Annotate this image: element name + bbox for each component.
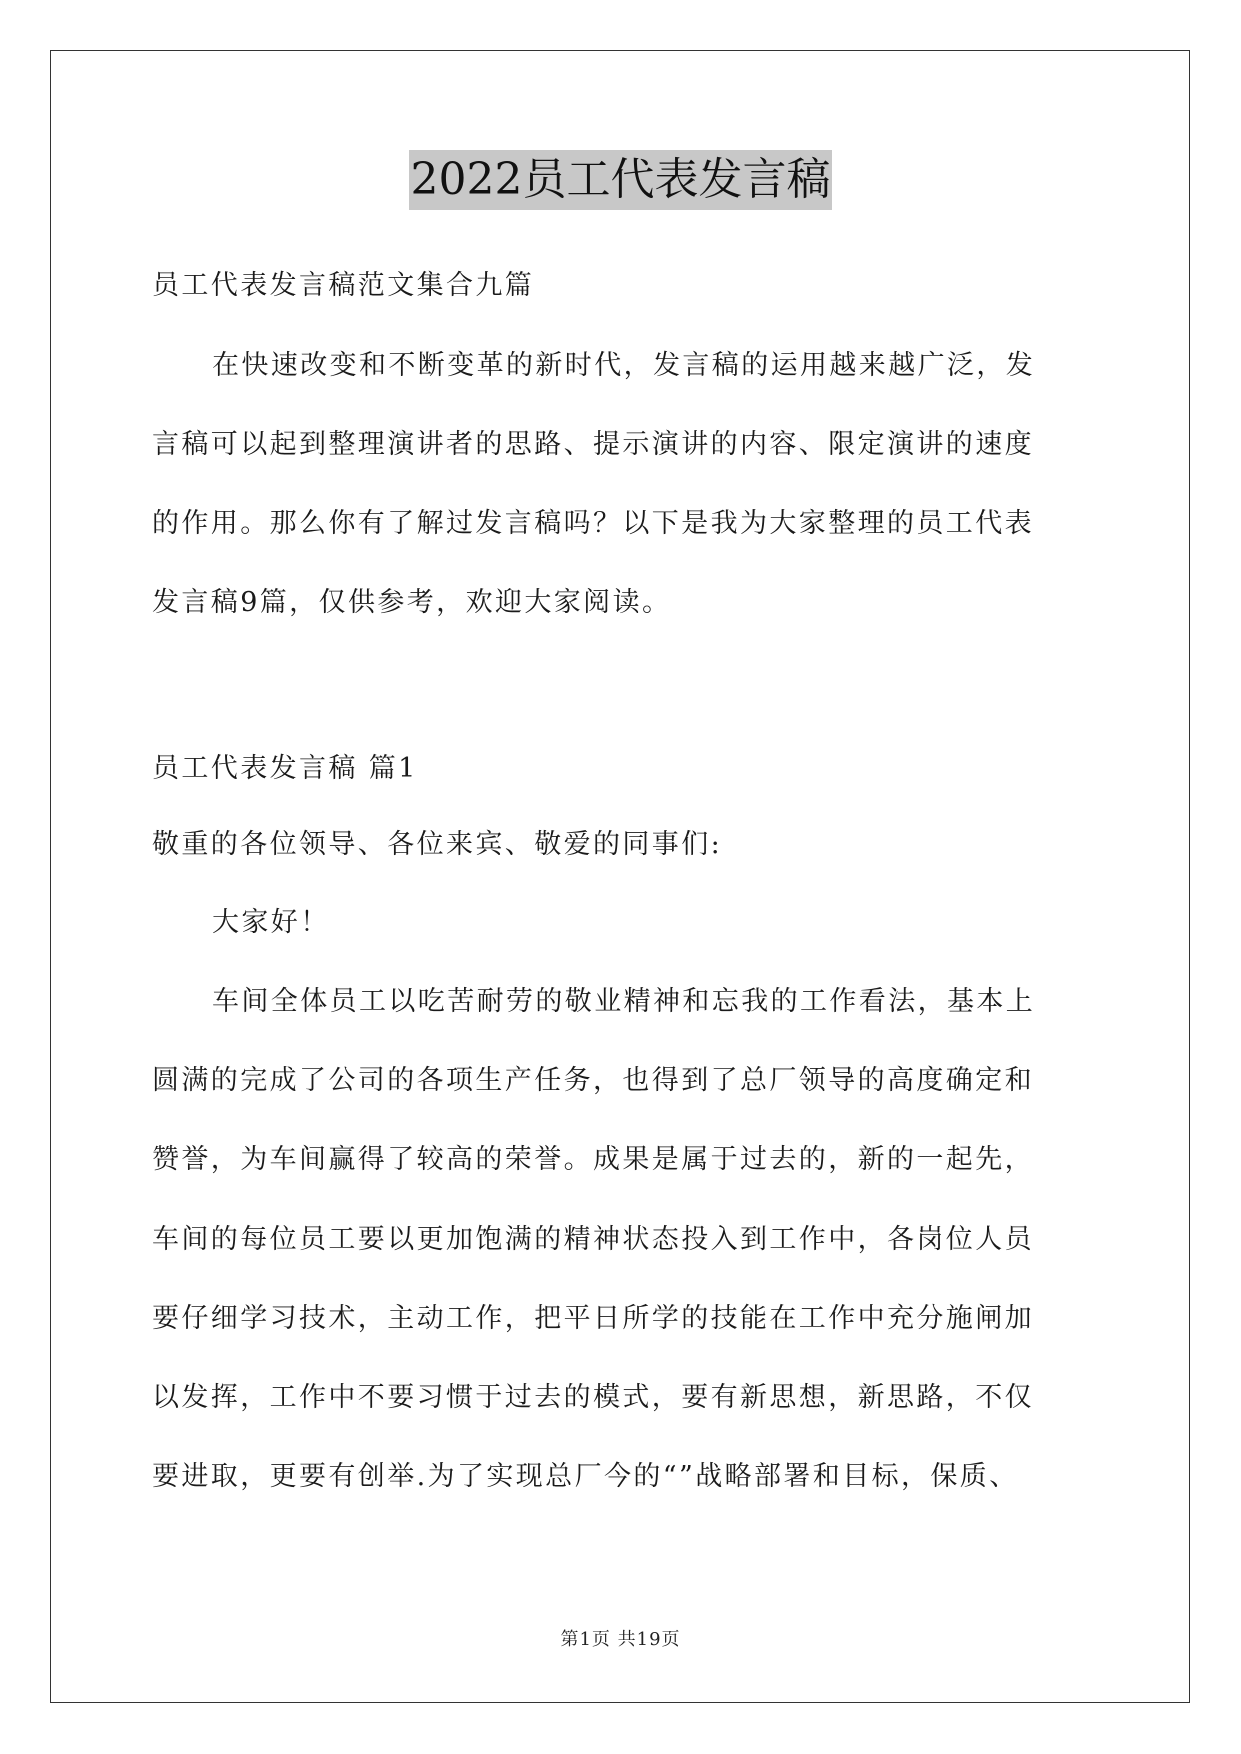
- body-line: 要仔细学习技术，主动工作，把平日所学的技能在工作中充分施闸加: [152, 1303, 1034, 1334]
- body-line: 圆满的完成了公司的各项生产任务，也得到了总厂领导的高度确定和: [152, 1065, 1034, 1096]
- body-line: 车间的每位员工要以更加饱满的精神状态投入到工作中，各岗位人员: [152, 1224, 1034, 1255]
- body-line: 赞誉，为车间赢得了较高的荣誉。成果是属于过去的，新的一起先，: [152, 1144, 1034, 1175]
- intro-line: 发言稿9篇，仅供参考，欢迎大家阅读。: [152, 587, 672, 618]
- salutation: 敬重的各位领导、各位来宾、敬爱的同事们:: [152, 829, 723, 860]
- body-line: 以发挥，工作中不要习惯于过去的模式，要有新思想，新思路，不仅: [152, 1382, 1034, 1413]
- intro-line: 言稿可以起到整理演讲者的思路、提示演讲的内容、限定演讲的速度: [152, 429, 1034, 460]
- document-title: 2022员工代表发言稿: [409, 150, 833, 210]
- title-container: [0, 150, 1241, 210]
- body-line: 车间全体员工以吃苦耐劳的敬业精神和忘我的工作看法，基本上: [212, 986, 1036, 1017]
- intro-line: 的作用。那么你有了解过发言稿吗？以下是我为大家整理的员工代表: [152, 508, 1034, 539]
- page-number: 第1页 共19页: [560, 1629, 681, 1650]
- section-heading: 员工代表发言稿 篇1: [152, 753, 418, 784]
- subtitle: 员工代表发言稿范文集合九篇: [152, 270, 535, 301]
- intro-line: 在快速改变和不断变革的新时代，发言稿的运用越来越广泛，发: [212, 350, 1036, 381]
- greeting: 大家好！: [212, 907, 330, 938]
- body-line: 要进取，更要有创举.为了实现总厂今的“”战略部署和目标，保质、: [152, 1461, 1019, 1492]
